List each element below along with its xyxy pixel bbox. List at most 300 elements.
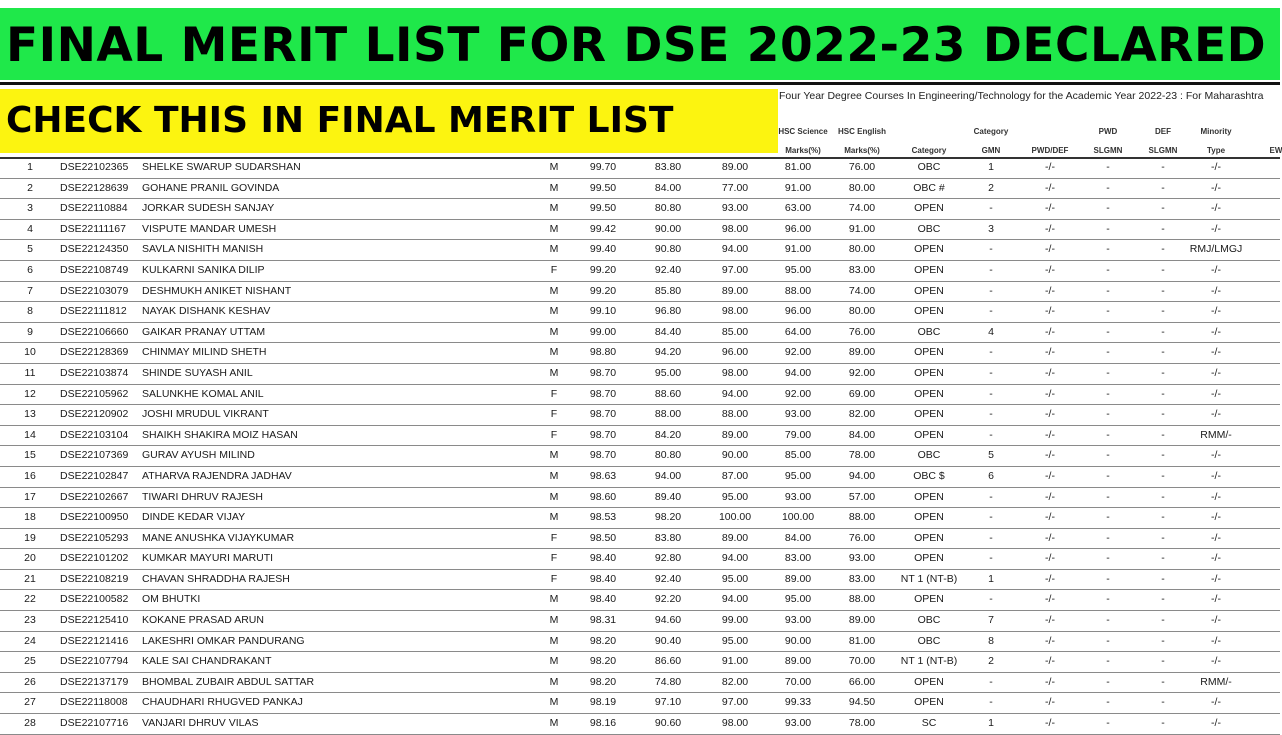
category: OBC	[917, 222, 941, 235]
hsc-science-marks: 79.00	[784, 428, 812, 441]
marks-1: 90.00	[654, 222, 682, 235]
marks-1: 92.40	[654, 572, 682, 585]
table-row	[0, 652, 1280, 673]
marks-2: 82.00	[721, 675, 749, 688]
serial-number: 16	[24, 469, 36, 482]
banner-title: FINAL MERIT LIST FOR DSE 2022-23 DECLARED	[6, 18, 1267, 73]
minority-type: RMM/-	[1200, 428, 1232, 441]
def-slgmn: -	[1161, 717, 1165, 730]
marks-2: 89.00	[721, 531, 749, 544]
pwd-slgmn: -	[1106, 490, 1110, 503]
pwd-def: -/-	[1045, 634, 1055, 647]
category: SC	[921, 717, 937, 730]
pwd-def: -/-	[1045, 202, 1055, 215]
table-row	[0, 385, 1280, 406]
hsc-science-marks: 96.00	[784, 305, 812, 318]
merit-marks: 98.70	[589, 408, 617, 421]
gender: M	[549, 593, 559, 606]
merit-marks: 98.70	[589, 366, 617, 379]
pwd-def: -/-	[1045, 614, 1055, 627]
gender: M	[549, 614, 559, 627]
header-minority-type: Type	[1206, 146, 1226, 155]
def-slgmn: -	[1161, 511, 1165, 524]
application-id: DSE22107794	[60, 655, 129, 668]
pwd-slgmn: -	[1106, 572, 1110, 585]
hsc-english-marks: 80.00	[848, 305, 876, 318]
merit-marks: 98.40	[589, 572, 617, 585]
pwd-slgmn: -	[1106, 161, 1110, 173]
def-slgmn: -	[1161, 614, 1165, 627]
pwd-slgmn: -	[1106, 469, 1110, 482]
minority-type: RMJ/LMGJ	[1189, 243, 1243, 256]
hsc-english-marks: 88.00	[848, 511, 876, 524]
minority-type: -/-	[1211, 490, 1221, 503]
merit-marks: 99.50	[589, 202, 617, 215]
merit-table	[0, 158, 1280, 735]
merit-marks: 98.50	[589, 531, 617, 544]
gender: M	[549, 305, 559, 318]
header-minority: Minority	[1200, 127, 1232, 136]
application-id: DSE22137179	[60, 675, 129, 688]
hsc-english-marks: 74.00	[848, 202, 876, 215]
merit-marks: 98.70	[589, 428, 617, 441]
pwd-slgmn: -	[1106, 614, 1110, 627]
serial-number: 14	[24, 428, 36, 441]
merit-marks: 98.60	[589, 490, 617, 503]
sub-banner	[0, 89, 778, 153]
marks-2: 99.00	[721, 614, 749, 627]
pwd-def: -/-	[1045, 243, 1055, 256]
marks-2: 88.00	[721, 408, 749, 421]
candidate-name: TIWARI DHRUV RAJESH	[142, 490, 263, 503]
marks-1: 86.60	[654, 655, 682, 668]
table-row	[0, 179, 1280, 200]
gender: M	[549, 202, 559, 215]
pwd-slgmn: -	[1106, 696, 1110, 709]
application-id: DSE22111812	[60, 305, 127, 318]
gender: M	[549, 675, 559, 688]
merit-marks: 98.20	[589, 675, 617, 688]
application-id: DSE22125410	[60, 614, 129, 627]
category: OPEN	[914, 243, 944, 256]
def-slgmn: -	[1161, 593, 1165, 606]
table-row	[0, 714, 1280, 735]
candidate-name: BHOMBAL ZUBAIR ABDUL SATTAR	[142, 675, 315, 688]
header-category: Category	[911, 146, 947, 155]
document-heading: Four Year Degree Courses In Engineering/Technology for the Academic Year 2022-23 : For Maharashtra	[779, 90, 1264, 102]
serial-number: 19	[24, 531, 36, 544]
hsc-science-marks: 89.00	[784, 572, 812, 585]
serial-number: 17	[24, 490, 36, 503]
hsc-science-marks: 95.00	[784, 593, 812, 606]
hsc-science-marks: 93.00	[784, 490, 812, 503]
def-slgmn: -	[1161, 325, 1165, 338]
def-slgmn: -	[1161, 243, 1165, 256]
def-slgmn: -	[1161, 284, 1165, 297]
hsc-science-marks: 63.00	[784, 202, 812, 215]
marks-2: 98.00	[721, 222, 749, 235]
hsc-science-marks: 93.00	[784, 614, 812, 627]
serial-number: 22	[24, 593, 36, 606]
candidate-name: CHINMAY MILIND SHETH	[142, 346, 267, 359]
serial-number: 23	[24, 614, 36, 627]
category: OPEN	[914, 552, 944, 565]
pwd-slgmn: -	[1106, 181, 1110, 194]
category-gmn: -	[989, 408, 993, 421]
category: OPEN	[914, 387, 944, 400]
serial-number: 2	[27, 181, 33, 194]
pwd-slgmn: -	[1106, 428, 1110, 441]
table-row	[0, 199, 1280, 220]
minority-type: -/-	[1211, 408, 1221, 421]
table-row	[0, 323, 1280, 344]
merit-marks: 98.40	[589, 593, 617, 606]
candidate-name: LAKESHRI OMKAR PANDURANG	[142, 634, 305, 647]
minority-type: -/-	[1211, 634, 1221, 647]
marks-2: 94.00	[721, 552, 749, 565]
marks-1: 89.40	[654, 490, 682, 503]
marks-2: 98.00	[721, 366, 749, 379]
category-gmn: -	[989, 593, 993, 606]
category: NT 1 (NT-B)	[900, 655, 958, 668]
serial-number: 20	[24, 552, 36, 565]
marks-1: 92.80	[654, 552, 682, 565]
pwd-slgmn: -	[1106, 511, 1110, 524]
serial-number: 15	[24, 449, 36, 462]
marks-2: 90.00	[721, 449, 749, 462]
merit-marks: 99.20	[589, 263, 617, 276]
application-id: DSE22124350	[60, 243, 129, 256]
pwd-def: -/-	[1045, 552, 1055, 565]
marks-2: 94.00	[721, 243, 749, 256]
table-row	[0, 426, 1280, 447]
serial-number: 11	[24, 366, 36, 379]
def-slgmn: -	[1161, 469, 1165, 482]
category-gmn: 5	[988, 449, 994, 462]
application-id: DSE22107716	[60, 717, 129, 730]
category-gmn: 8	[988, 634, 994, 647]
table-row	[0, 343, 1280, 364]
application-id: DSE22108219	[60, 572, 129, 585]
marks-2: 100.00	[718, 511, 752, 524]
candidate-name: KALE SAI CHANDRAKANT	[142, 655, 272, 668]
table-row	[0, 282, 1280, 303]
table-row	[0, 158, 1280, 179]
serial-number: 8	[27, 305, 33, 318]
category: OPEN	[914, 593, 944, 606]
pwd-slgmn: -	[1106, 717, 1110, 730]
pwd-def: -/-	[1045, 675, 1055, 688]
marks-1: 90.80	[654, 243, 682, 256]
serial-number: 4	[27, 222, 33, 235]
hsc-english-marks: 74.00	[848, 284, 876, 297]
hsc-english-marks: 78.00	[848, 717, 876, 730]
minority-type: -/-	[1211, 511, 1221, 524]
application-id: DSE22121416	[60, 634, 129, 647]
hsc-english-marks: 57.00	[848, 490, 876, 503]
minority-type: -/-	[1211, 593, 1221, 606]
category: OBC	[917, 614, 941, 627]
marks-1: 92.20	[654, 593, 682, 606]
gender: F	[550, 387, 558, 400]
category: OBC	[917, 634, 941, 647]
pwd-def: -/-	[1045, 325, 1055, 338]
hsc-english-marks: 78.00	[848, 449, 876, 462]
serial-number: 25	[24, 655, 36, 668]
pwd-slgmn: -	[1106, 387, 1110, 400]
pwd-def: -/-	[1045, 572, 1055, 585]
application-id: DSE22110884	[60, 202, 128, 215]
hsc-science-marks: 93.00	[784, 408, 812, 421]
hsc-english-marks: 83.00	[848, 263, 876, 276]
def-slgmn: -	[1161, 408, 1165, 421]
pwd-def: -/-	[1045, 181, 1055, 194]
minority-type: -/-	[1211, 449, 1221, 462]
table-row	[0, 467, 1280, 488]
serial-number: 24	[24, 634, 36, 647]
gender: M	[549, 346, 559, 359]
marks-1: 95.00	[654, 366, 682, 379]
category-gmn: -	[989, 696, 993, 709]
table-row	[0, 302, 1280, 323]
minority-type: -/-	[1211, 387, 1221, 400]
gender: M	[549, 243, 559, 256]
marks-1: 80.80	[654, 202, 682, 215]
merit-marks: 98.70	[589, 387, 617, 400]
hsc-english-marks: 76.00	[848, 325, 876, 338]
marks-2: 96.00	[721, 346, 749, 359]
hsc-science-marks: 88.00	[784, 284, 812, 297]
merit-marks: 99.40	[589, 243, 617, 256]
application-id: DSE22100950	[60, 511, 129, 524]
gender: M	[549, 511, 559, 524]
pwd-def: -/-	[1045, 161, 1055, 173]
pwd-def: -/-	[1045, 511, 1055, 524]
merit-marks: 98.80	[589, 346, 617, 359]
def-slgmn: -	[1161, 531, 1165, 544]
table-row	[0, 240, 1280, 261]
pwd-def: -/-	[1045, 428, 1055, 441]
minority-type: -/-	[1211, 655, 1221, 668]
hsc-english-marks: 76.00	[848, 161, 876, 173]
candidate-name: CHAUDHARI RHUGVED PANKAJ	[142, 696, 303, 709]
minority-type: -/-	[1211, 572, 1221, 585]
category-gmn: 3	[988, 222, 994, 235]
marks-1: 92.40	[654, 263, 682, 276]
hsc-english-marks: 94.50	[848, 696, 876, 709]
application-id: DSE22103874	[60, 366, 129, 379]
candidate-name: KULKARNI SANIKA DILIP	[142, 263, 265, 276]
hsc-english-marks: 89.00	[848, 346, 876, 359]
hsc-english-marks: 66.00	[848, 675, 876, 688]
merit-marks: 99.50	[589, 181, 617, 194]
marks-1: 90.40	[654, 634, 682, 647]
hsc-science-marks: 93.00	[784, 717, 812, 730]
hsc-english-marks: 84.00	[848, 428, 876, 441]
category: OBC	[917, 449, 941, 462]
application-id: DSE22103104	[60, 428, 129, 441]
minority-type: -/-	[1211, 552, 1221, 565]
category: NT 1 (NT-B)	[900, 572, 958, 585]
serial-number: 10	[24, 346, 36, 359]
marks-2: 95.00	[721, 634, 749, 647]
hsc-science-marks: 94.00	[784, 366, 812, 379]
pwd-slgmn: -	[1106, 634, 1110, 647]
gender: F	[550, 263, 558, 276]
def-slgmn: -	[1161, 449, 1165, 462]
pwd-slgmn: -	[1106, 243, 1110, 256]
def-slgmn: -	[1161, 202, 1165, 215]
table-row	[0, 446, 1280, 467]
marks-2: 98.00	[721, 305, 749, 318]
pwd-def: -/-	[1045, 284, 1055, 297]
marks-1: 96.80	[654, 305, 682, 318]
pwd-def: -/-	[1045, 696, 1055, 709]
marks-2: 89.00	[721, 428, 749, 441]
hsc-english-marks: 83.00	[848, 572, 876, 585]
category-gmn: 1	[988, 717, 994, 730]
gender: F	[550, 428, 558, 441]
category: OPEN	[914, 263, 944, 276]
header-pwd: PWD	[1098, 127, 1118, 136]
marks-1: 90.60	[654, 717, 682, 730]
gender: M	[549, 655, 559, 668]
pwd-def: -/-	[1045, 408, 1055, 421]
candidate-name: KOKANE PRASAD ARUN	[142, 614, 264, 627]
category-gmn: -	[989, 263, 993, 276]
def-slgmn: -	[1161, 222, 1165, 235]
merit-marks: 98.40	[589, 552, 617, 565]
minority-type: -/-	[1211, 469, 1221, 482]
category: OPEN	[914, 305, 944, 318]
pwd-slgmn: -	[1106, 552, 1110, 565]
serial-number: 13	[24, 408, 36, 421]
category: OPEN	[914, 511, 944, 524]
candidate-name: MANE ANUSHKA VIJAYKUMAR	[142, 531, 295, 544]
application-id: DSE22107369	[60, 449, 129, 462]
pwd-def: -/-	[1045, 387, 1055, 400]
header-def-slgmn: SLGMN	[1148, 146, 1178, 155]
pwd-def: -/-	[1045, 449, 1055, 462]
table-row	[0, 364, 1280, 385]
serial-number: 9	[27, 325, 33, 338]
header-marks-english: Marks(%)	[844, 146, 880, 155]
application-id: DSE22120902	[60, 408, 129, 421]
gender: M	[549, 634, 559, 647]
category-gmn: -	[989, 366, 993, 379]
hsc-english-marks: 76.00	[848, 531, 876, 544]
minority-type: -/-	[1211, 181, 1221, 194]
gender: M	[549, 161, 559, 173]
hsc-science-marks: 83.00	[784, 552, 812, 565]
application-id: DSE22102365	[60, 161, 129, 173]
application-id: DSE22105962	[60, 387, 129, 400]
hsc-science-marks: 92.00	[784, 387, 812, 400]
hsc-english-marks: 70.00	[848, 655, 876, 668]
application-id: DSE22102667	[60, 490, 129, 503]
category-gmn: -	[989, 428, 993, 441]
candidate-name: SAVLA NISHITH MANISH	[142, 243, 264, 256]
header-marks-science: Marks(%)	[785, 146, 821, 155]
candidate-name: VANJARI DHRUV VILAS	[142, 717, 259, 730]
application-id: DSE22100582	[60, 593, 129, 606]
category-gmn: 1	[988, 572, 994, 585]
category: OPEN	[914, 408, 944, 421]
table-row	[0, 632, 1280, 653]
candidate-name: SHAIKH SHAKIRA MOIZ HASAN	[142, 428, 298, 441]
gender: M	[549, 366, 559, 379]
def-slgmn: -	[1161, 552, 1165, 565]
category: OBC #	[913, 181, 945, 194]
serial-number: 12	[24, 387, 36, 400]
marks-2: 97.00	[721, 696, 749, 709]
minority-type: -/-	[1211, 717, 1221, 730]
marks-2: 91.00	[721, 655, 749, 668]
application-id: DSE22108749	[60, 263, 129, 276]
marks-2: 85.00	[721, 325, 749, 338]
pwd-slgmn: -	[1106, 366, 1110, 379]
merit-marks: 98.53	[589, 511, 617, 524]
hsc-english-marks: 88.00	[848, 593, 876, 606]
marks-2: 93.00	[721, 202, 749, 215]
candidate-name: KUMKAR MAYURI MARUTI	[142, 552, 274, 565]
marks-2: 95.00	[721, 572, 749, 585]
serial-number: 28	[24, 717, 36, 730]
application-id: DSE22128639	[60, 181, 129, 194]
application-id: DSE22128369	[60, 346, 129, 359]
marks-1: 94.20	[654, 346, 682, 359]
hsc-science-marks: 81.00	[784, 161, 812, 173]
category-gmn: 2	[988, 655, 994, 668]
hsc-science-marks: 91.00	[784, 243, 812, 256]
marks-1: 97.10	[654, 696, 682, 709]
def-slgmn: -	[1161, 490, 1165, 503]
gender: F	[550, 531, 558, 544]
merit-marks: 98.70	[589, 449, 617, 462]
table-row	[0, 220, 1280, 241]
marks-1: 94.60	[654, 614, 682, 627]
candidate-name: SHELKE SWARUP SUDARSHAN	[142, 161, 301, 173]
marks-1: 98.20	[654, 511, 682, 524]
minority-type: -/-	[1211, 696, 1221, 709]
pwd-slgmn: -	[1106, 325, 1110, 338]
candidate-name: SALUNKHE KOMAL ANIL	[142, 387, 264, 400]
minority-type: -/-	[1211, 263, 1221, 276]
category: OPEN	[914, 346, 944, 359]
hsc-science-marks: 64.00	[784, 325, 812, 338]
banner-divider	[0, 82, 1280, 85]
minority-type: RMM/-	[1200, 675, 1232, 688]
marks-2: 94.00	[721, 387, 749, 400]
candidate-name: CHAVAN SHRADDHA RAJESH	[142, 572, 290, 585]
gender: F	[550, 572, 558, 585]
header-hsc-english: HSC English	[837, 127, 887, 136]
marks-1: 83.80	[654, 161, 682, 173]
pwd-def: -/-	[1045, 531, 1055, 544]
marks-1: 80.80	[654, 449, 682, 462]
hsc-science-marks: 89.00	[784, 655, 812, 668]
category: OPEN	[914, 202, 944, 215]
category: OPEN	[914, 531, 944, 544]
pwd-slgmn: -	[1106, 263, 1110, 276]
category-gmn: -	[989, 531, 993, 544]
category: OBC	[917, 161, 941, 173]
pwd-slgmn: -	[1106, 222, 1110, 235]
header-gmn: GMN	[981, 146, 1001, 155]
application-id: DSE22118008	[60, 696, 128, 709]
serial-number: 27	[24, 696, 36, 709]
application-id: DSE22106660	[60, 325, 129, 338]
